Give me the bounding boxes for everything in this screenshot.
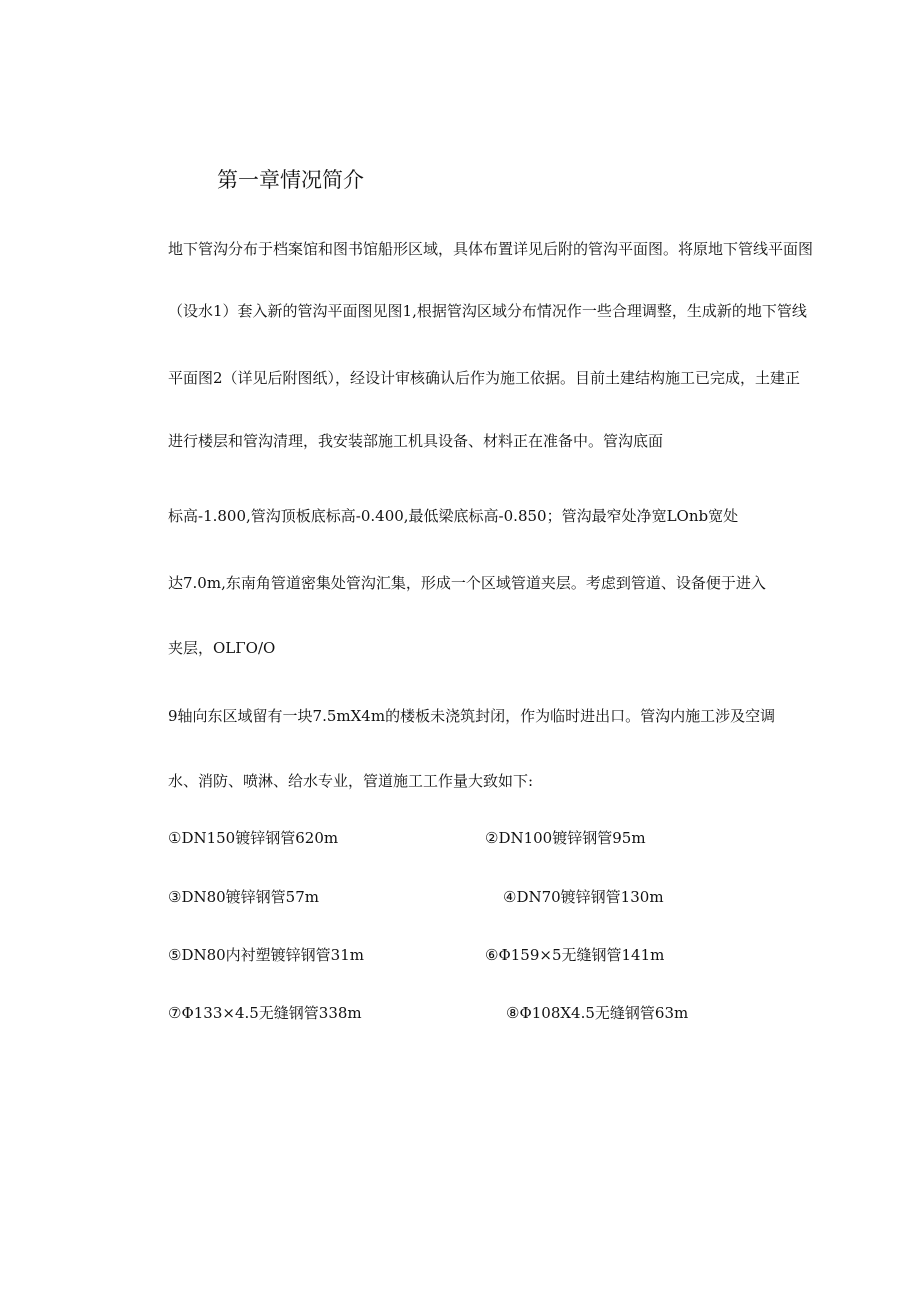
pipe-item: ③DN80镀锌钢管57m [168, 888, 319, 906]
paragraph-line: （设水1）套入新的管沟平面图见图1,根据管沟区域分布情况作一些合理调整，生成新的地下管线 [168, 302, 807, 320]
pipe-item: ⑥Φ159×5无缝钢管141m [485, 946, 665, 964]
pipe-item: ⑦Φ133×4.5无缝钢管338m [168, 1004, 362, 1022]
pipe-item: ①DN150镀锌钢管620m [168, 829, 339, 847]
chapter-title: 第一章情况简介 [217, 168, 364, 192]
pipe-item: ④DN70镀锌钢管130m [503, 888, 664, 906]
paragraph-line: 夹层，OLΓO/O [168, 639, 276, 657]
paragraph-line: 地下管沟分布于档案馆和图书馆船形区域，具体布置详见后附的管沟平面图。将原地下管线平面图 [168, 240, 814, 258]
paragraph-line: 平面图2（详见后附图纸），经设计审核确认后作为施工依据。目前土建结构施工已完成，土建正 [168, 369, 801, 387]
paragraph-line: 标高-1.800,管沟顶板底标高-0.400,最低梁底标高-0.850；管沟最窄处净宽LOnb宽处 [168, 507, 739, 525]
paragraph-line: 9轴向东区域留有一块7.5mX4m的楼板未浇筑封闭，作为临时进出口。管沟内施工涉及空调 [168, 707, 776, 725]
paragraph-line: 水、消防、喷淋、给水专业，管道施工工作量大致如下: [168, 772, 534, 790]
paragraph-line: 进行楼层和管沟清理，我安装部施工机具设备、材料正在准备中。管沟底面 [168, 432, 664, 450]
pipe-item: ②DN100镀锌钢管95m [485, 829, 646, 847]
pipe-item: ⑤DN80内衬塑镀锌钢管31m [168, 946, 364, 964]
paragraph-line: 达7.0m,东南角管道密集处管沟汇集，形成一个区域管道夹层。考虑到管道、设备便于进入 [168, 574, 766, 592]
pipe-item: ⑧Φ108X4.5无缝钢管63m [506, 1004, 689, 1022]
